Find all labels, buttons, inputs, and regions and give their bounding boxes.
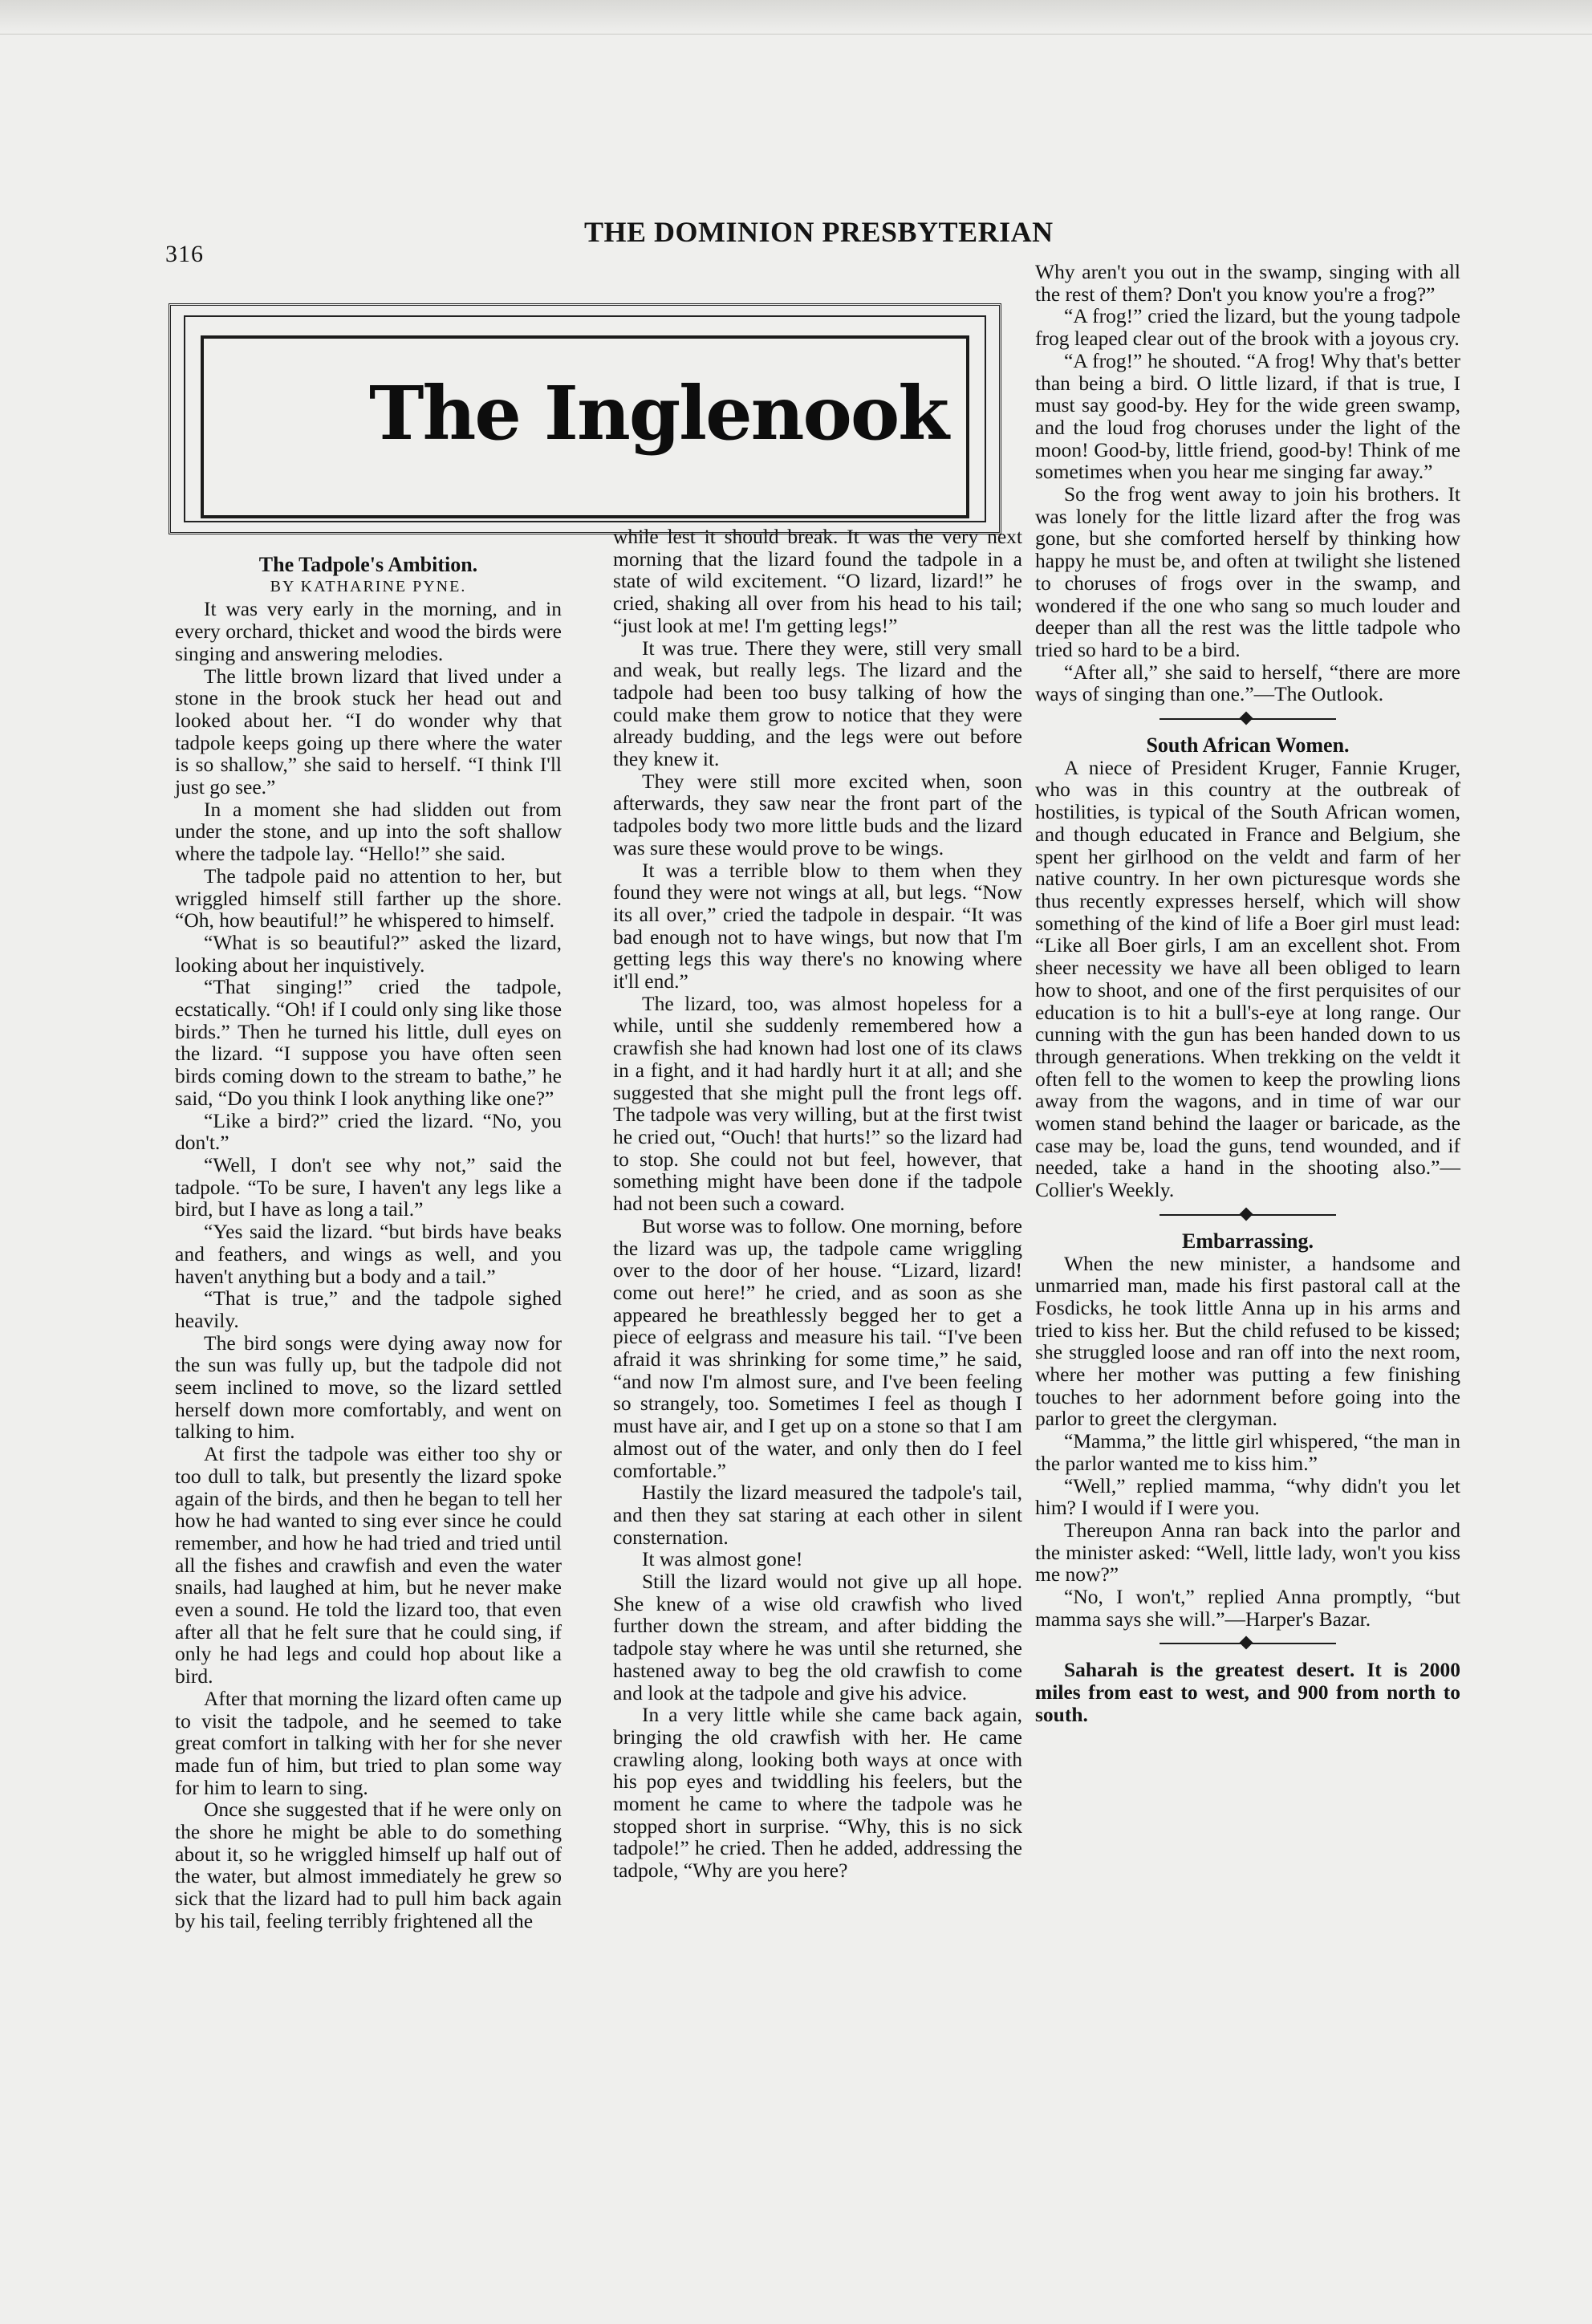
- column-2: [613, 526, 1022, 1882]
- paragraph: Once she suggested that if he were only on the shore he might be able to do something about it, so he wriggled himself up half out of the water, but almost immediately he grew so sick that the lizard had to pull him back again by his tail, feeling terribly frightened all the: [175, 1798, 562, 1932]
- paragraph: After that morning the lizard often came up to visit the tadpole, and he seemed to take great comfort in talking with her for she never made fun of him, but tried to plan some way for him to learn to sing.: [175, 1686, 562, 1799]
- paragraph: Thereupon Anna ran back into the parlor and the minister asked: “Well, little lady, won't you kiss me now?”: [1035, 1518, 1460, 1587]
- running-head: THE DOMINION PRESBYTERIAN: [584, 216, 1054, 248]
- paragraph: Still the lizard would not give up all hope. She knew of a wise old crawfish who lived further down the stream, and after bidding the tadpole stay where he was until she returned, she hastened away to beg the old crawfish to come and look at the tadpole and give his advice.: [613, 1570, 1022, 1704]
- paragraph: “After all,” she said to herself, “there are more ways of singing than one.”—The Outlook.: [1035, 660, 1460, 706]
- paragraph: So the frog went away to join his brothers. It was lonely for the little lizard after the frog was gone, but she comforted herself by thinking how happy he must be, and often at twilight she listened to choruses of frogs over in the swamp, and wondered if the one who sang so much louder and deeper than all the rest was the little tadpole who tried so hard to be a bird.: [1035, 482, 1460, 661]
- section-divider: [1159, 1214, 1336, 1216]
- paragraph: “That is true,” and the tadpole sighed heavily.: [175, 1286, 562, 1332]
- paragraph: It was a terrible blow to them when they found they were not wings at all, but legs. “Now its all over,” cried the tadpole in despair. “It was bad enough not to have wings, but now that I'm getting legs this way there's no knowing where it'll end.”: [613, 858, 1022, 993]
- closing-note: Saharah is the greatest desert. It is 2000 miles from east to west, and 900 from north to south.: [1035, 1658, 1460, 1726]
- paragraph: The little brown lizard that lived under a stone in the brook stuck her head out and looked about her. “I do wonder why that tadpole keeps going up there where the water is so shallow,” she said to herself. “I think I'll just go see.”: [175, 664, 562, 799]
- section-banner-title: The Inglenook: [369, 370, 948, 457]
- article-title: Embarrassing.: [1182, 1229, 1314, 1253]
- paragraph: The tadpole paid no attention to her, but wriggled himself still farther up the shore. “Oh, how beautiful!” he whispered to himself.: [175, 863, 562, 932]
- article-title: The Tadpole's Ambition.: [258, 553, 478, 576]
- page-top-edge: [0, 0, 1592, 35]
- paragraph: The lizard, too, was almost hopeless for a while, until she suddenly remembered how a crawfish she had known had lost one of its claws in a fight, and it had hardly hurt it at all; and she suggested that she might pull the front legs off. The tadpole was very willing, but at the first twist he cried out, “Ouch! that hurts!” so the lizard had to stop. She could not but feel, however, that something might have been done if the tadpole had not been such a coward.: [613, 991, 1022, 1216]
- paragraph: In a very little while she came back again, bringing the old crawfish with her. He came crawling along, looking both ways at once with his pop eyes and twiddling his feelers, but the moment he came to where the tadpole was he stopped short in surprise. “Why, this is no sick tadpole!” he cried. Then he added, addressing the tadpole, “Why are you here?: [613, 1703, 1022, 1883]
- paragraph: “A frog!” he shouted. “A frog! Why that's better than being a bird. O little lizard, if that is true, I must say good-by. Hey for the wide green swamp, and the loud frog choruses under the light of the moon! Good-by, little friend, good-by! Think of me sometimes when you hear me singing far away.”: [1035, 348, 1460, 484]
- paragraph: while lest it should break. It was the very next morning that the lizard found the tadpole in a state of wild excitement. “O lizard, lizard!” he cried, shaking all over from his head to his tail; “just look at me! I'm getting legs!”: [613, 525, 1022, 637]
- article-byline: BY KATHARINE PYNE.: [270, 577, 467, 595]
- paragraph: “Like a bird?” cried the lizard. “No, you don't.”: [175, 1108, 562, 1155]
- article-title: South African Women.: [1146, 733, 1350, 758]
- paragraph: Hastily the lizard measured the tadpole's tail, and then they sat staring at each other in silent consternation.: [613, 1481, 1022, 1549]
- paragraph: “Well,” replied mamma, “why didn't you let him? I would if I were you.: [1035, 1473, 1460, 1520]
- paragraph: It was very early in the morning, and in every orchard, thicket and wood the birds were singing and answering melodies.: [175, 597, 562, 665]
- paragraph: At first the tadpole was either too shy or too dull to talk, but presently the lizard spoke again of the birds, and then he began to tell her how he had wanted to sing ever since he could remember, and how he had tried and tried until all the fishes and crawfish and even the water snails, had laughed at him, but he never make even a sound. He told the lizard too, that even after all that he felt sure that he could sing, if only he had legs and could hop about like a bird.: [175, 1442, 562, 1688]
- column-1: [175, 554, 562, 1932]
- paragraph: “Yes said the lizard. “but birds have beaks and feathers, and wings as well, and you haven't anything but a body and a tail.”: [175, 1220, 562, 1288]
- paragraph: “What is so beautiful?” asked the lizard, looking about her inquistively.: [175, 930, 562, 977]
- paragraph: A niece of President Kruger, Fannie Kruger, who was in this country at the outbreak of hostilities, is typical of the South African women, and though educated in France and Belgium, she spent her girlhood on the veldt and farm of her native country. In her own picturesque words she thus recently expresses herself, which will show something of the kind of life a Boer girl must lead: “Like all Boer girls, I am an excellent shot. From sheer necessity we have all been obliged to learn how to shoot, and one of the first perquisites of our education is to hit a bull's-eye at long range. Our cunning with the gun has been handed down to us through generations. When trekking on the veldt it often fell to the women to keep the prowling lions away from the wagons, and in time of war our women stand behind the laager or baricade, as the case may be, load the guns, tend wounded, and if needed, take a hand in the shooting also.”—Collier's Weekly.: [1035, 755, 1460, 1202]
- paragraph: In a moment she had slidden out from under the stone, and up into the soft shallow where the tadpole lay. “Hello!” she said.: [175, 797, 562, 866]
- section-divider: [1159, 718, 1336, 720]
- paragraph: Why aren't you out in the swamp, singing with all the rest of them? Don't you know you're a frog?”: [1035, 260, 1460, 306]
- paragraph: When the new minister, a handsome and unmarried man, made his first pastoral call at the Fosdicks, he took little Anna up in his arms and tried to kiss her. But the child refused to be kissed; she struggled loose and ran off into the next room, where her mother was putting a few finishing touches to her adornment before going into the parlor to greet the clergyman.: [1035, 1251, 1460, 1431]
- section-divider: [1159, 1643, 1336, 1644]
- paragraph: “A frog!” cried the lizard, but the young tadpole frog leaped clear out of the brook with a joyous cry.: [1035, 304, 1460, 351]
- paragraph: “Well, I don't see why not,” said the tadpole. “To be sure, I haven't any legs like a bird, but I have as long a tail.”: [175, 1152, 562, 1221]
- paragraph: “That singing!” cried the tadpole, ecstatically. “Oh! if I could only sing like those birds.” Then he turned his little, dull eyes on the lizard. “I suppose you have often seen birds coming down to the stream to bathe,” he said, “Do you think I look anything like one?”: [175, 975, 562, 1110]
- paragraph: They were still more excited when, soon afterwards, they saw near the front part of the tadpoles body two more little buds and the lizard was sure these would prove to be wings.: [613, 769, 1022, 859]
- page-number: 316: [165, 241, 204, 267]
- paragraph: But worse was to follow. One morning, before the lizard was up, the tadpole came wriggling over to the door of her house. “Lizard, lizard! come out here!” he cried, and as soon as she appeared he breathlessly begged her to get a piece of eelgrass and measure his tail. “I've been afraid it was shrinking for some time,” he said, “and now I'm almost sure, and I've been feeling so strangely, too. Sometimes I feel as though I must have air, and I get up on a stone so that I am almost out of the water, and only then do I feel comfortable.”: [613, 1213, 1022, 1482]
- paragraph: It was true. There they were, still very small and weak, but really legs. The lizard and the tadpole had been too busy talking of how the could make them grow to notice that they were already budding, and the legs were out before they knew it.: [613, 636, 1022, 771]
- paragraph: It was almost gone!: [642, 1547, 803, 1571]
- column-3: [1035, 261, 1460, 1726]
- paragraph: The bird songs were dying away now for the sun was fully up, but the tadpole did not seem inclined to move, so the lizard settled herself down more comfortably, and went on talking to him.: [175, 1331, 562, 1444]
- paragraph: “No, I won't,” replied Anna promptly, “but mamma says she will.”—Harper's Bazar.: [1035, 1585, 1460, 1631]
- paragraph: “Mamma,” the little girl whispered, “the man in the parlor wanted me to kiss him.”: [1035, 1429, 1460, 1475]
